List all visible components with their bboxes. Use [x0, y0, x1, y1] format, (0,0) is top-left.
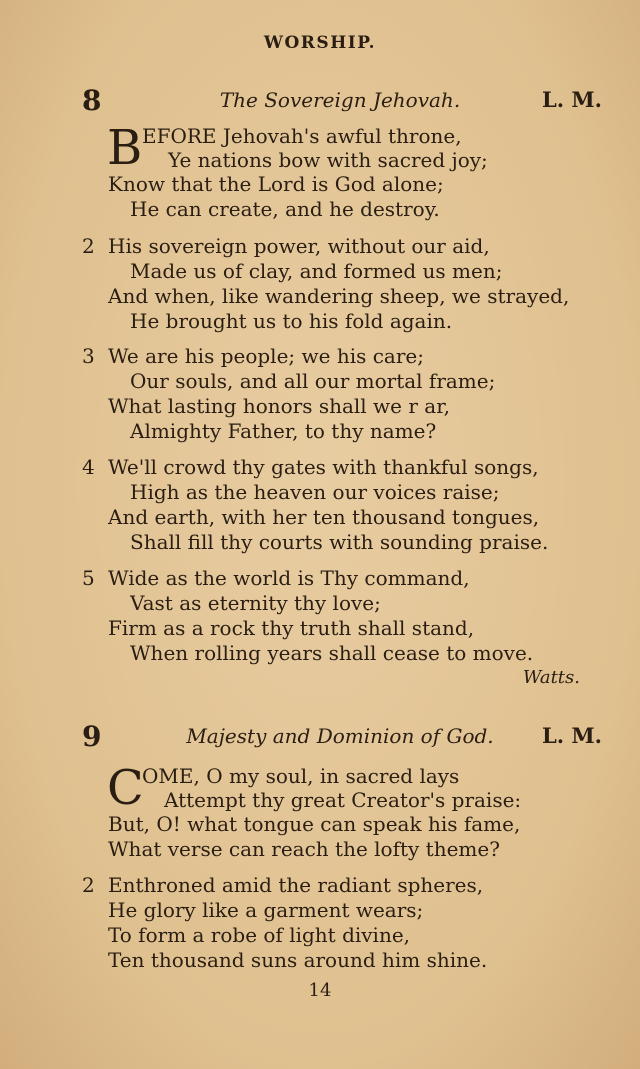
hymn-meter: L. M. [542, 723, 602, 748]
stanza-number: 2 [82, 234, 95, 258]
stanza-line: What lasting honors shall we r ar, [108, 394, 450, 418]
stanza-line: To form a robe of light divine, [108, 923, 411, 947]
hymn-meter: L. M. [542, 87, 602, 112]
stanza-number: 3 [82, 344, 95, 368]
stanza-line: Our souls, and all our mortal frame; [130, 369, 496, 393]
stanza-line: Almighty Father, to thy name? [130, 419, 437, 443]
stanza-number: 4 [82, 455, 95, 479]
stanza-line: We are his people; we his care; [108, 344, 424, 368]
stanza-line: But, O! what tongue can speak his fame, [108, 812, 521, 836]
stanza-line: His sovereign power, without our aid, [108, 234, 490, 258]
stanza-line: When rolling years shall cease to move. [130, 641, 534, 665]
stanza-number: 2 [82, 873, 95, 897]
stanza-line: He brought us to his fold again. [130, 309, 453, 333]
hymn-title: Majesty and Dominion of God. [186, 724, 494, 748]
stanza-line: EFORE Jehovah's awful throne, [142, 124, 462, 148]
stanza-line: Shall fill thy courts with sounding praise. [130, 530, 549, 554]
stanza-line: And when, like wandering sheep, we strayed, [108, 284, 570, 308]
stanza-line: He can create, and he destroy. [130, 197, 440, 221]
drop-cap: B [107, 120, 143, 176]
stanza-line: Wide as the world is Thy command, [108, 566, 470, 590]
hymn-8-heading [0, 84, 640, 118]
stanza-line: Ten thousand suns around him shine. [108, 948, 488, 972]
running-head: WORSHIP. [263, 33, 377, 53]
drop-cap: C [107, 760, 144, 816]
stanza-line: He glory like a garment wears; [108, 898, 424, 922]
stanza-line: Enthroned amid the radiant spheres, [108, 873, 484, 897]
stanza-line: Vast as eternity thy love; [130, 591, 381, 615]
stanza-line: Made us of clay, and formed us men; [130, 259, 503, 283]
stanza-number: 5 [82, 566, 95, 590]
hymn-number: 8 [82, 84, 102, 117]
hymn-9-heading [0, 720, 640, 754]
stanza-line: We'll crowd thy gates with thankful songs, [108, 455, 539, 479]
stanza-line: What verse can reach the lofty theme? [108, 837, 500, 861]
stanza-line: Know that the Lord is God alone; [108, 172, 444, 196]
stanza-line: Attempt thy great Creator's praise: [164, 788, 522, 812]
hymn-number: 9 [82, 720, 102, 753]
stanza-line: High as the heaven our voices raise; [130, 480, 500, 504]
page-number: 14 [308, 980, 332, 1001]
stanza-line: And earth, with her ten thousand tongues, [108, 505, 540, 529]
stanza-line: Firm as a rock thy truth shall stand, [108, 616, 475, 640]
hymn-title: The Sovereign Jehovah. [219, 88, 461, 112]
hymn-author: Watts. [522, 667, 580, 688]
stanza-line: OME, O my soul, in sacred lays [142, 764, 460, 788]
stanza-line: Ye nations bow with sacred joy; [168, 148, 488, 172]
